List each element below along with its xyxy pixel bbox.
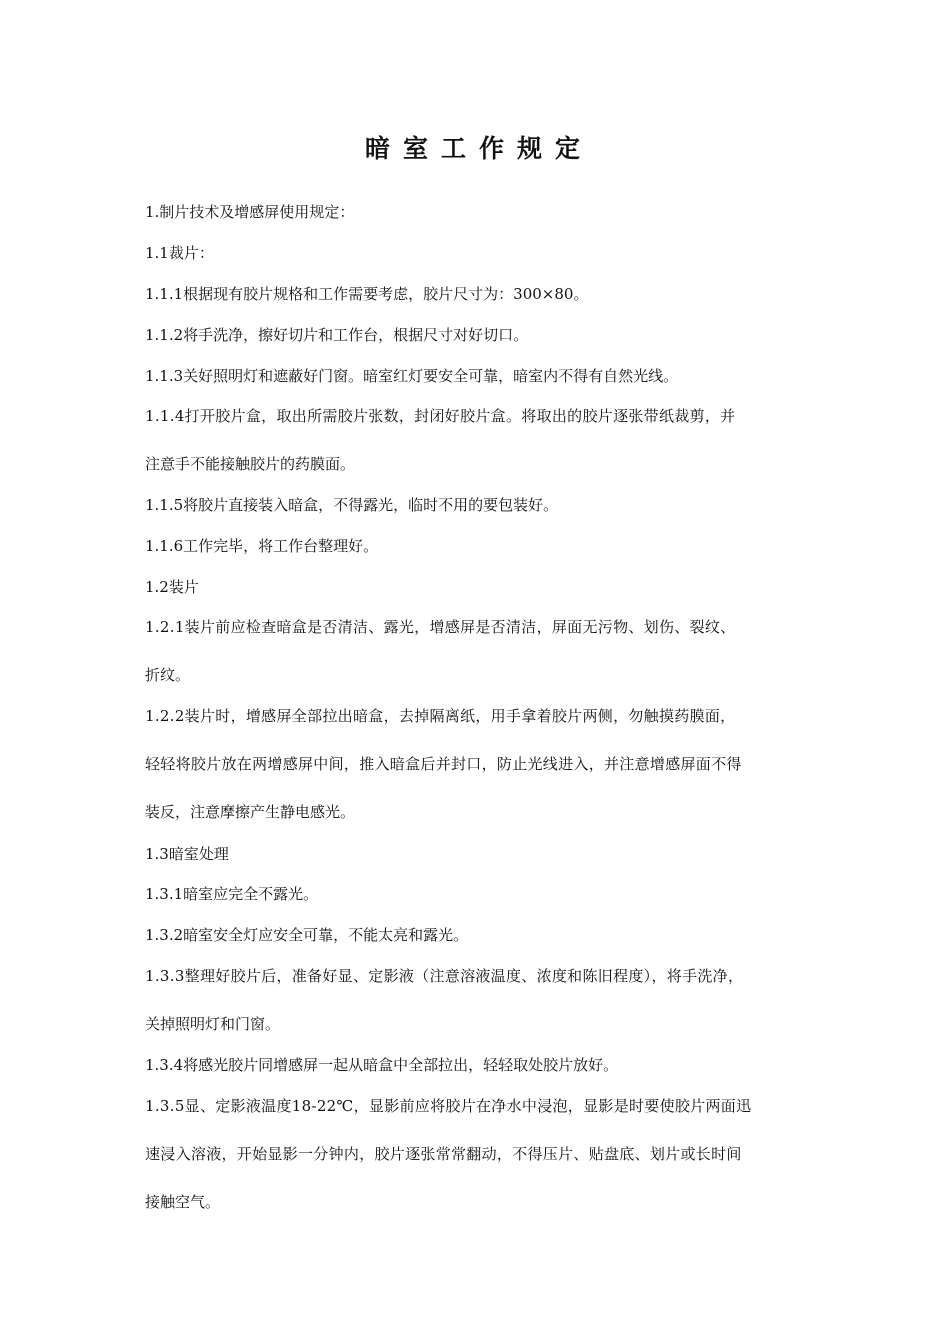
- paragraph-line: 接触空气。: [145, 1193, 221, 1211]
- paragraph-line: 轻轻将胶片放在两增感屏中间，推入暗盒后并封口，防止光线进入，并注意增感屏面不得: [145, 755, 742, 773]
- paragraph-line: 1.3.5显、定影液温度18-22℃，显影前应将胶片在净水中浸泡，显影是时要使胶片两面迅: [145, 1097, 752, 1115]
- document-title: 暗室工作规定: [364, 134, 593, 163]
- paragraph-line: 1.3.1暗室应完全不露光。: [145, 885, 319, 903]
- paragraph-line: 关掉照明灯和门窗。: [145, 1015, 281, 1033]
- paragraph-line: 速浸入溶液，开始显影一分钟内，胶片逐张常常翻动，不得压片、贴盘底、划片或长时间: [145, 1145, 742, 1163]
- paragraph-line: 1.1.5将胶片直接装入暗盒，不得露光，临时不用的要包装好。: [145, 496, 559, 514]
- subsection-heading: 1.3暗室处理: [145, 845, 229, 863]
- paragraph-line: 1.1.1根据现有胶片规格和工作需要考虑，胶片尺寸为：300×80。: [145, 285, 589, 303]
- paragraph-line: 1.3.4将感光胶片同增感屏一起从暗盒中全部拉出，轻轻取处胶片放好。: [145, 1056, 619, 1074]
- subsection-heading: 1.1裁片：: [145, 244, 214, 262]
- paragraph-line: 1.2.2装片时，增感屏全部拉出暗盒，去掉隔离纸，用手拿着胶片两侧，勿触摸药膜面，: [145, 707, 736, 725]
- section-heading: 1.制片技术及增感屏使用规定：: [145, 203, 355, 221]
- paragraph-line: 折纹。: [145, 666, 191, 684]
- paragraph-line: 1.1.6工作完毕，将工作台整理好。: [145, 537, 379, 555]
- paragraph-line: 1.1.3关好照明灯和遮蔽好门窗。暗室红灯要安全可靠，暗室内不得有自然光线。: [145, 367, 679, 385]
- paragraph-line: 装反，注意摩擦产生静电感光。: [145, 803, 356, 821]
- paragraph-line: 1.1.2将手洗净，擦好切片和工作台，根据尺寸对好切口。: [145, 326, 529, 344]
- paragraph-line: 1.2.1装片前应检查暗盒是否清洁、露光，增感屏是否清洁，屏面无污物、划伤、裂纹、: [145, 618, 736, 636]
- subsection-heading: 1.2装片: [145, 578, 199, 596]
- paragraph-line: 注意手不能接触胶片的药膜面。: [145, 455, 356, 473]
- paragraph-line: 1.3.3整理好胶片后，准备好显、定影液（注意溶液温度、浓度和陈旧程度），将手洗净，: [145, 967, 744, 985]
- paragraph-line: 1.1.4打开胶片盒，取出所需胶片张数，封闭好胶片盒。将取出的胶片逐张带纸裁剪，并: [145, 407, 736, 425]
- paragraph-line: 1.3.2暗室安全灯应安全可靠，不能太亮和露光。: [145, 926, 469, 944]
